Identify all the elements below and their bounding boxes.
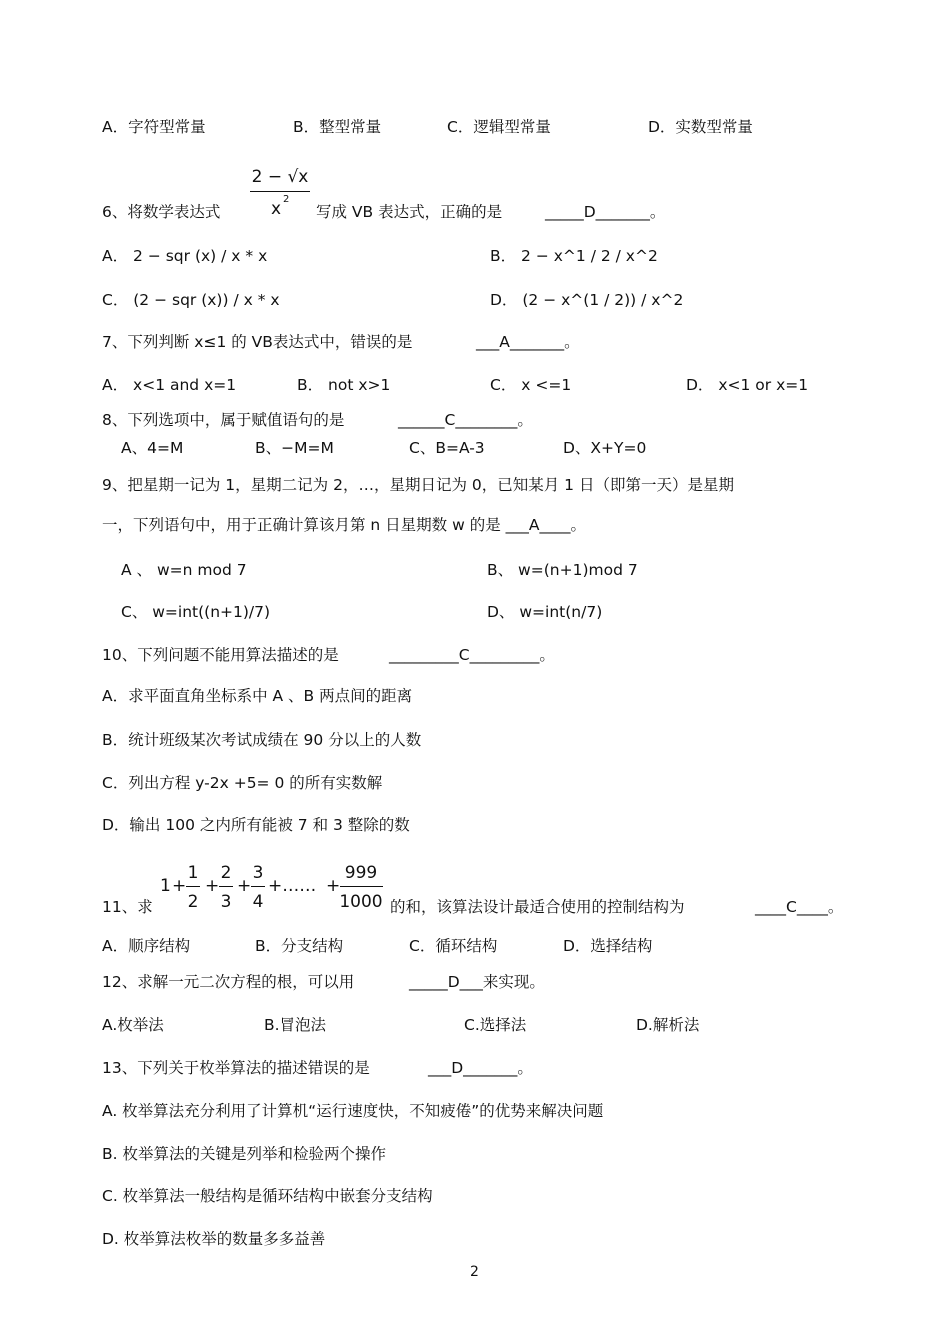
q6-prefix: 6、将数学表达式 [102,203,221,221]
q5-option-d: D．实数型常量 [648,118,753,136]
q12-option-d: D.解析法 [636,1016,700,1034]
q12-option-a: A.枚举法 [102,1016,164,1034]
q11-option-d: D．选择结构 [563,937,653,955]
q11-frac-2-den: 3 [220,892,232,912]
q5-option-b: B．整型常量 [293,118,382,136]
q6-exponent: 2 [283,194,290,205]
q11-suffix: 的和，该算法设计最适合使用的控制结构为 [390,898,685,916]
q10-option-d: D．输出 100 之内所有能被 7 和 3 整除的数 [102,816,410,834]
page-number: 2 [470,1264,479,1280]
q11-frac-2-bar [219,886,233,887]
q9-option-b: B、 w=(n+1)mod 7 [487,561,638,579]
q13-answer: ___D_______。 [428,1059,533,1077]
q11-option-b: B．分支结构 [255,937,344,955]
q11-one: 1 [160,876,171,896]
q7-stem: 7、下列判断 x≤1 的 VB表达式中，错误的是 [102,333,413,351]
q6-option-b: B． 2 − x^1 / 2 / x^2 [490,247,658,265]
q13-option-b: B. 枚举算法的关键是列举和检验两个操作 [102,1145,386,1163]
q5-option-c: C．逻辑型常量 [447,118,551,136]
q6-fraction-numerator: 2 − √x [251,167,309,187]
q12-option-b: B.冒泡法 [264,1016,327,1034]
q11-plus-3: + [237,876,252,896]
q7-answer: ___A_______。 [476,333,580,351]
q13-option-a: A. 枚举算法充分利用了计算机“运行速度快，不知疲倦”的优势来解决问题 [102,1102,604,1120]
q11-frac-3-bar [251,886,265,887]
q11-last-num: 999 [344,863,378,883]
q6-option-d: D． (2 − x^(1 / 2)) / x^2 [490,291,684,309]
q6-option-a: A． 2 − sqr (x) / x * x [102,247,268,265]
q6-suffix: 写成 VB 表达式，正确的是 [316,203,503,221]
q11-frac-1-num: 1 [187,863,199,883]
q9-option-c: C、 w=int((n+1)/7) [121,603,271,621]
q11-last-bar [340,886,383,887]
q6-fraction-bar [250,191,310,192]
q13-stem: 13、下列关于枚举算法的描述错误的是 [102,1059,370,1077]
q7-option-c: C． x <=1 [490,376,572,394]
q7-option-a: A． x<1 and x=1 [102,376,237,394]
q10-answer: _________C_________。 [389,646,555,664]
q13-option-d: D. 枚举算法枚举的数量多多益善 [102,1230,326,1248]
q8-option-c: C、B=A-3 [409,439,485,457]
q9-option-d: D、 w=int(n/7) [487,603,603,621]
q12-option-c: C.选择法 [464,1016,527,1034]
q10-option-a: A．求平面直角坐标系中 A 、B 两点间的距离 [102,687,413,705]
q11-frac-1-den: 2 [187,892,199,912]
q12-answer: _____D___来实现。 [409,973,545,991]
q11-last-den: 1000 [339,892,383,912]
q10-stem: 10、下列问题不能用算法描述的是 [102,646,339,664]
q9-option-a: A 、 w=n mod 7 [121,561,247,579]
q6-option-c: C． (2 − sqr (x)) / x * x [102,291,280,309]
q9-line-2: 一，下列语句中，用于正确计算该月第 n 日星期数 w 的是 ___A____。 [102,516,586,534]
q8-option-d: D、X+Y=0 [563,439,647,457]
q11-plus-2: + [205,876,220,896]
q6-answer: _____D_______。 [545,203,666,221]
q11-answer: ____C____。 [755,898,844,916]
q11-plus-1: + [172,876,187,896]
q11-frac-1-bar [186,886,200,887]
q8-stem: 8、下列选项中，属于赋值语句的是 [102,411,345,429]
q11-option-a: A．顺序结构 [102,937,191,955]
q8-option-a: A、4=M [121,439,184,457]
q8-answer: ______C________。 [398,411,533,429]
q11-option-c: C．循环结构 [409,937,498,955]
q11-dots: +…… [268,876,317,896]
q9-line-1: 9、把星期一记为 1，星期二记为 2，…，星期日记为 0，已知某月 1 日（即第一天）是星期 [102,476,734,494]
q6-fraction-denominator: x [271,199,282,219]
q11-frac-3-den: 4 [252,892,264,912]
q13-option-c: C. 枚举算法一般结构是循环结构中嵌套分支结构 [102,1187,433,1205]
q7-option-b: B． not x>1 [297,376,391,394]
q10-option-b: B．统计班级某次考试成绩在 90 分以上的人数 [102,731,422,749]
q8-option-b: B、−M=M [255,439,334,457]
q11-plus-4: + [326,876,341,896]
q10-option-c: C．列出方程 y-2x +5= 0 的所有实数解 [102,774,383,792]
q12-stem: 12、求解一元二次方程的根，可以用 [102,973,355,991]
q5-option-a: A．字符型常量 [102,118,206,136]
q11-frac-3-num: 3 [252,863,264,883]
q7-option-d: D． x<1 or x=1 [686,376,809,394]
q11-prefix: 11、求 [102,898,153,916]
q11-frac-2-num: 2 [220,863,232,883]
